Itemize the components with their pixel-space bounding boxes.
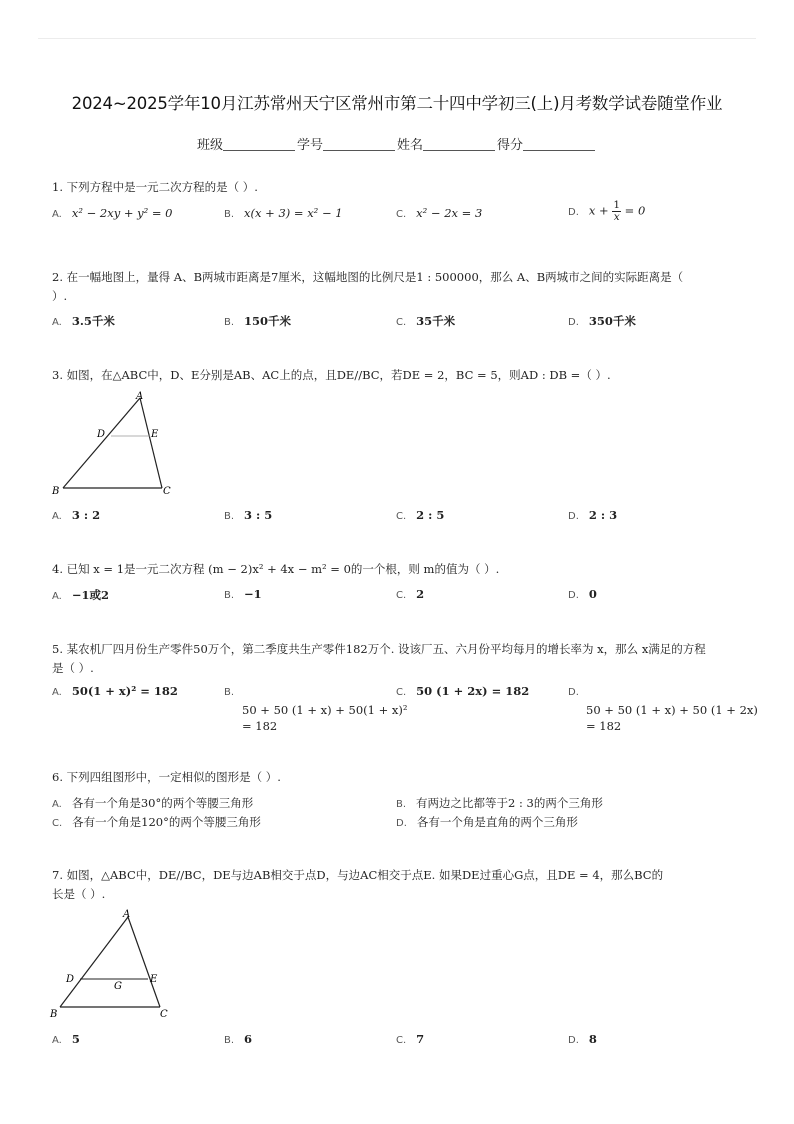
triangle-figure-q7 [48, 905, 178, 1023]
label-c: C [160, 1009, 168, 1020]
question-5-stem: 5. 某农机厂四月份生产零件50万个，第二季度共生产零件182万个. 设该厂五、六月份平均每月的增长率为 x，那么 x满足的方程 是（ ）. [52, 642, 706, 675]
label-a: A [136, 391, 144, 402]
q1-option-a[interactable]: A. x² − 2xy + y² = 0 [52, 206, 173, 220]
q4-option-a[interactable]: A. −1或2 [52, 588, 109, 602]
q4-option-c[interactable]: C. 2 [396, 587, 425, 601]
q1-option-d[interactable]: D. x + $\frac{1}{x}$ = 0 [568, 199, 646, 223]
q3-option-a[interactable]: A. 3 : 2 [52, 508, 101, 522]
label-d: D [66, 974, 75, 985]
q5-option-b[interactable]: 50 + 50 (1 + x) + 50(1 + x)² = 182 [242, 703, 408, 733]
q1-option-b[interactable]: B. x(x + 3) = x² − 1 [224, 206, 343, 220]
q1-option-c[interactable]: C. x² − 2x = 3 [396, 206, 483, 220]
q5-option-b-letter[interactable]: B. [224, 687, 235, 698]
top-divider [38, 38, 756, 39]
student-info-row [0, 134, 794, 153]
label-b: B [52, 486, 60, 497]
q7-option-c[interactable]: C. 7 [396, 1032, 425, 1046]
label-c: C [163, 486, 171, 497]
student-number-field[interactable]: 学号 [297, 134, 397, 153]
triangle-figure-q3 [50, 388, 180, 498]
question-2-stem: 2. 在一幅地图上，量得 A、B两城市距离是7厘米，这幅地图的比例尺是1 : 500000，那么 A、B两城市之间的实际距离是（ ）. [52, 270, 684, 303]
q2-option-c[interactable]: C. 35千米 [396, 314, 456, 328]
q5-option-d-letter[interactable]: D. [568, 687, 579, 698]
q2-option-b[interactable]: B. 150千米 [224, 314, 292, 328]
fraction: $\frac{1}{x}$ [613, 199, 621, 223]
class-field[interactable]: 班级 [197, 134, 297, 153]
q7-option-b[interactable]: B. 6 [224, 1032, 253, 1046]
label-e: E [151, 429, 159, 440]
q6-option-c[interactable]: C. 各有一个角是120°的两个等腰三角形 [52, 815, 261, 829]
question-1-stem: 1. 下列方程中是一元二次方程的是（ ）. [52, 180, 258, 194]
q5-option-a[interactable]: A. 50(1 + x)² = 182 [52, 684, 178, 698]
question-3-stem: 3. 如图，在△ABC中，D、E分别是AB、AC上的点，且DE//BC，若DE = 2，BC = 5，则AD : DB =（ ）. [52, 368, 611, 382]
side-ab [60, 917, 128, 1007]
name-field[interactable]: 姓名 [397, 134, 497, 153]
label-e: E [150, 974, 158, 985]
q3-option-c[interactable]: C. 2 : 5 [396, 508, 445, 522]
q7-option-d[interactable]: D. 8 [568, 1032, 597, 1046]
q5-option-c[interactable]: C. 50 (1 + 2x) = 182 [396, 684, 530, 698]
question-6-stem: 6. 下列四组图形中，一定相似的图形是（ ）. [52, 770, 281, 784]
question-7-stem: 7. 如图，△ABC中，DE//BC，DE与边AB相交于点D，与边AC相交于点E. 如果DE过重心G点，且DE = 4，那么BC的 长是（ ）. [52, 868, 664, 901]
side-ac [140, 398, 162, 488]
score-field[interactable]: 得分 [497, 134, 597, 153]
q4-option-b[interactable]: B. −1 [224, 587, 262, 601]
label-g: G [114, 981, 122, 992]
q5-option-d[interactable]: 50 + 50 (1 + x) + 50 (1 + 2x) = 182 [586, 703, 758, 733]
page-title: 2024~2025学年10月江苏常州天宁区常州市第二十四中学初三(上)月考数学试卷随堂作业 [71, 94, 723, 113]
q7-option-a[interactable]: A. 5 [52, 1032, 80, 1046]
label-d: D [97, 429, 106, 440]
q6-option-d[interactable]: D. 各有一个角是直角的两个三角形 [396, 815, 578, 829]
q6-option-a[interactable]: A. 各有一个角是30°的两个等腰三角形 [52, 796, 254, 810]
q3-option-d[interactable]: D. 2 : 3 [568, 508, 618, 522]
label-a: A [123, 909, 131, 920]
label-b: B [50, 1009, 58, 1020]
q6-option-b[interactable]: B. 有两边之比都等于2 : 3的两个三角形 [396, 796, 603, 810]
side-ac [128, 917, 160, 1007]
question-4-stem: 4. 已知 x = 1是一元二次方程 (m − 2)x² + 4x − m² = 0的一个根，则 m的值为（ ）. [52, 562, 500, 576]
q4-option-d[interactable]: D. 0 [568, 587, 597, 601]
q3-option-b[interactable]: B. 3 : 5 [224, 508, 273, 522]
q2-option-d[interactable]: D. 350千米 [568, 314, 636, 328]
q2-option-a[interactable]: A. 3.5千米 [52, 314, 115, 328]
side-ab [63, 398, 140, 488]
